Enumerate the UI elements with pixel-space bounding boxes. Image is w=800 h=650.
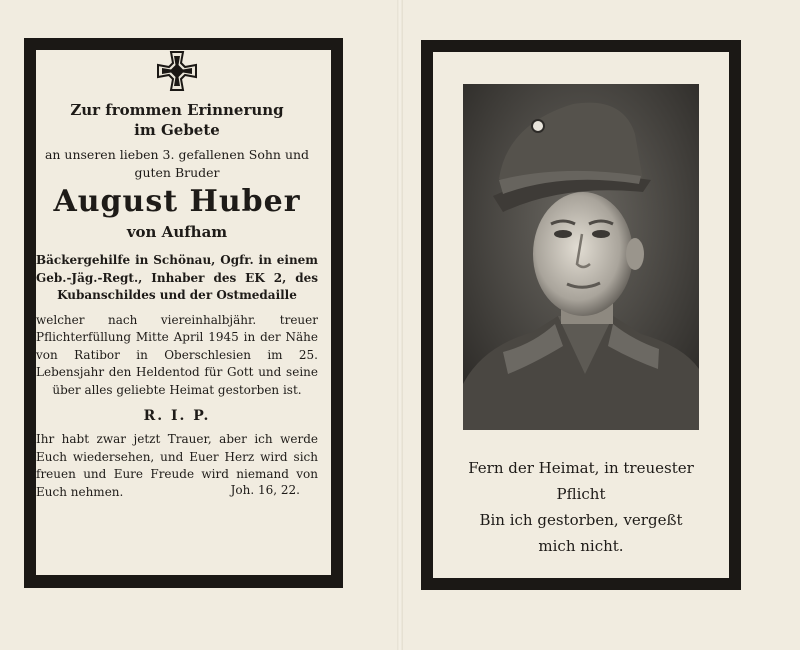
verse-line-3: Bin ich gestorben, vergeßt <box>479 511 683 529</box>
left-border-top <box>24 38 343 50</box>
dedication-text: an unseren lieben 3. gefallenen Sohn und guten Bruder <box>44 147 310 180</box>
right-border-left <box>421 40 433 590</box>
verse-line-4: mich nicht. <box>538 537 624 555</box>
soldier-portrait <box>463 84 699 430</box>
iron-cross-icon <box>156 50 198 92</box>
opening-line-1: Zur frommen Erinnerung <box>70 101 284 119</box>
card-fold <box>397 0 403 650</box>
left-border-bottom <box>24 575 343 588</box>
verse-line-2: Pflicht <box>556 485 606 503</box>
right-border-bottom <box>421 578 741 590</box>
right-border-right <box>729 40 741 590</box>
origin-text: von Aufham <box>126 223 228 241</box>
service-text: Bäckergehilfe in Schönau, Ogfr. in einem Geb.-Jäg.-Regt., Inhaber des EK 2, des Kubanschildes und der Ostmedaille <box>36 253 318 302</box>
death-text: welcher nach viereinhalbjähr. treuer Pflichterfüllung Mitte April 1945 in der Nähe von Ratibor in Oberschlesien im 25. Lebensjahr den Heldentod für Gott und seine über alles geliebte Heimat gestorben ist. <box>36 312 318 397</box>
memorial-text <box>36 50 318 501</box>
scripture-text: Ihr habt zwar jetzt Trauer, aber ich werde Euch wiedersehen, und Euer Herz wird sich freuen und Eure Freude wird niemand von Euch nehmen. <box>36 432 318 499</box>
opening-line-2: im Gebete <box>134 121 220 139</box>
left-border-right <box>331 38 343 588</box>
verse-line-1: Fern der Heimat, in treuester <box>468 459 694 477</box>
memorial-verse <box>450 455 712 559</box>
deceased-name: August Huber <box>53 184 301 219</box>
right-border-top <box>421 40 741 52</box>
rip-text: R. I. P. <box>143 408 211 424</box>
scripture-reference: Joh. 16, 22. <box>230 483 300 497</box>
left-border-left <box>24 38 36 588</box>
